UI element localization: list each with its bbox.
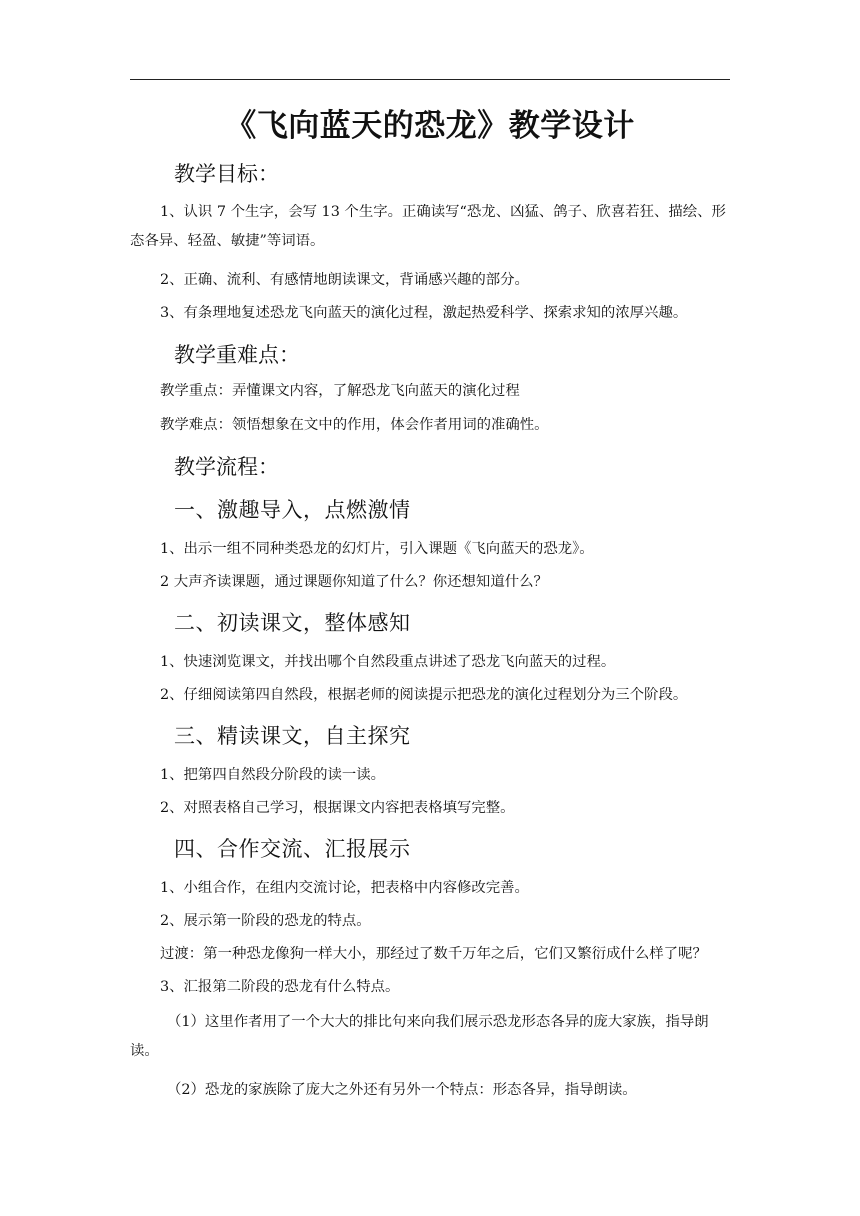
step2-item-2: 2、仔细阅读第四自然段，根据老师的阅读提示把恐龙的演化过程划分为三个阶段。 <box>160 687 688 703</box>
goal-item-3: 3、有条理地复述恐龙飞向蓝天的演化过程，激起热爱科学、探索求知的浓厚兴趣。 <box>160 305 688 321</box>
keypoint-focus: 教学重点：弄懂课文内容，了解恐龙飞向蓝天的演化过程 <box>160 383 520 399</box>
step4-transition: 过渡：第一种恐龙像狗一样大小，那经过了数千万年之后，它们又繁衍成什么样了呢？ <box>160 946 707 962</box>
step4-item-2: 2、展示第一阶段的恐龙的特点。 <box>160 913 371 929</box>
step4-subitem-1: （1）这里作者用了一个大大的排比句来向我们展示恐龙形态各异的庞大家族，指导朗读。 <box>130 1014 709 1059</box>
process-heading: 教学流程： <box>174 455 279 479</box>
keypoint-difficulty: 教学难点：领悟想象在文中的作用，体会作者用词的准确性。 <box>160 417 549 433</box>
step3-heading: 三、精读课文，自主探究 <box>174 724 411 748</box>
step2-heading: 二、初读课文，整体感知 <box>174 611 411 635</box>
step1-heading: 一、激趣导入，点燃激情 <box>174 498 411 522</box>
step4-item-3: 3、汇报第二阶段的恐龙有什么特点。 <box>160 979 400 995</box>
step2-item-1: 1、快速浏览课文，并找出哪个自然段重点讲述了恐龙飞向蓝天的过程。 <box>160 654 616 670</box>
goal-item-1: 1、认识 7 个生字，会写 13 个生字。正确读写“恐龙、凶猛、鸽子、欣喜若狂、描绘、形态各异、轻盈、敏捷”等词语。 <box>130 204 726 249</box>
step3-item-1: 1、把第四自然段分阶段的读一读。 <box>160 767 386 783</box>
goals-heading: 教学目标： <box>174 162 279 186</box>
step1-item-2: 2 大声齐读课题，通过课题你知道了什么？你还想知道什么？ <box>160 574 548 590</box>
header-rule <box>130 79 730 80</box>
goal-item-2: 2、正确、流利、有感情地朗读课文，背诵感兴趣的部分。 <box>160 272 529 288</box>
step3-item-2: 2、对照表格自己学习，根据课文内容把表格填写完整。 <box>160 800 515 816</box>
step4-heading: 四、合作交流、汇报展示 <box>174 837 411 861</box>
step4-item-1: 1、小组合作，在组内交流讨论，把表格中内容修改完善。 <box>160 880 529 896</box>
keypoints-heading: 教学重难点： <box>174 343 300 367</box>
step4-subitem-2: （2）恐龙的家族除了庞大之外还有另外一个特点：形态各异，指导朗读。 <box>167 1082 637 1098</box>
document-title: 《飞向蓝天的恐龙》教学设计 <box>225 108 635 144</box>
step1-item-1: 1、出示一组不同种类恐龙的幻灯片，引入课题《飞向蓝天的恐龙》。 <box>160 541 594 557</box>
